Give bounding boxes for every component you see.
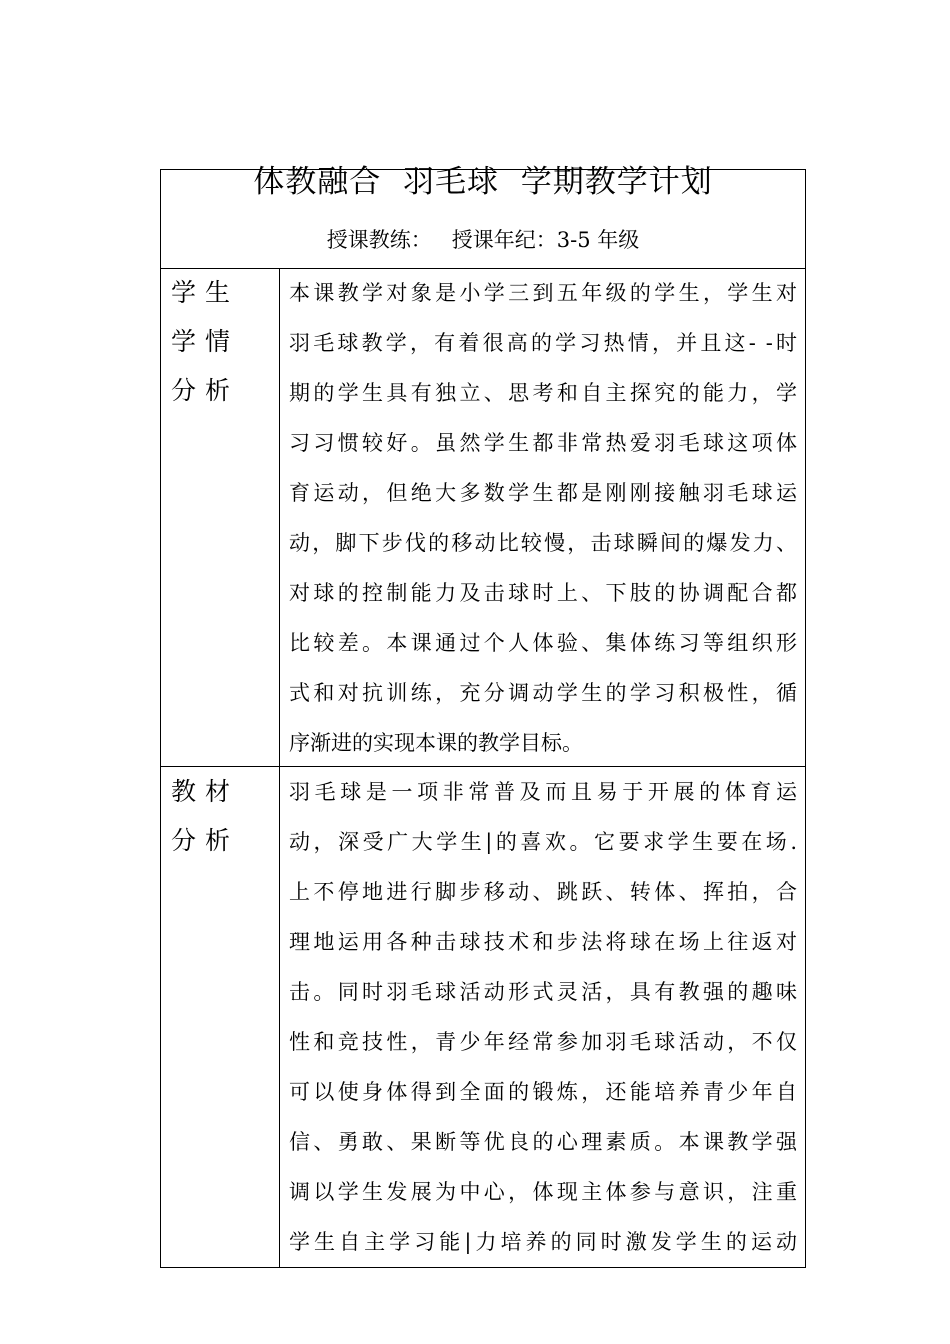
content-line: 期的学生具有独立、思考和自主探究的能力，学 <box>289 381 797 405</box>
content-line: 击。同时羽毛球活动形式灵活，具有教强的趣味 <box>289 980 797 1004</box>
document-subtitle: 授课教练： 授课年纪：3-5 年级 <box>326 228 640 252</box>
section-content <box>289 270 797 766</box>
content-line: 对球的控制能力及击球时上、下肢的协调配合都 <box>289 581 797 605</box>
document-title: 体教融合 羽毛球 学期教学计划 <box>253 164 713 200</box>
content-line: 式和对抗训练，充分调动学生的学习积极性，循 <box>289 681 797 705</box>
section-content <box>289 769 797 1267</box>
lesson-plan-table <box>160 164 806 1268</box>
content-line: 学生自主学习能|力培养的同时激发学生的运动 <box>289 1230 797 1254</box>
content-line: 动，深受广大学生|的喜欢。它要求学生要在场. <box>289 830 797 854</box>
content-line: 可以使身体得到全面的锻炼，还能培养青少年自 <box>289 1080 797 1104</box>
section-label: 学生学情分析 <box>171 278 240 405</box>
content-line: 调以学生发展为中心，体现主体参与意识，注重 <box>289 1180 797 1204</box>
section-label: 教材分析 <box>171 777 240 855</box>
content-line: 育运动，但绝大多数学生都是刚刚接触羽毛球运 <box>289 481 797 505</box>
content-line: 比较差。本课通过个人体验、集体练习等组织形 <box>289 631 797 655</box>
section-material-analysis <box>161 767 805 1267</box>
content-line: 序渐进的实现本课的教学目标。 <box>289 731 583 755</box>
section-label-cell <box>161 767 280 1267</box>
content-line: 上不停地进行脚步移动、跳跃、转体、挥拍，合 <box>289 880 797 904</box>
table-header <box>161 164 805 269</box>
content-line: 理地运用各种击球技术和步法将球在场上往返对 <box>289 930 797 954</box>
content-line: 本课教学对象是小学三到五年级的学生，学生对 <box>289 281 797 305</box>
content-line: 动，脚下步伐的移动比较慢，击球瞬间的爆发力、 <box>289 531 797 555</box>
content-line: 信、勇敢、果断等优良的心理素质。本课教学强 <box>289 1130 797 1154</box>
section-content-cell <box>280 767 805 1267</box>
section-label-cell <box>161 268 280 766</box>
content-line: 习习惯较好。虽然学生都非常热爱羽毛球这项体 <box>289 431 797 455</box>
content-line: 羽毛球教学，有着很高的学习热情，并且这- -时 <box>289 331 797 355</box>
content-line: 性和竞技性，青少年经常参加羽毛球活动，不仅 <box>289 1030 797 1054</box>
section-content-cell <box>280 268 805 766</box>
content-line: 羽毛球是一项非常普及而且易于开展的体育运 <box>289 780 797 804</box>
section-student-analysis <box>161 268 805 767</box>
